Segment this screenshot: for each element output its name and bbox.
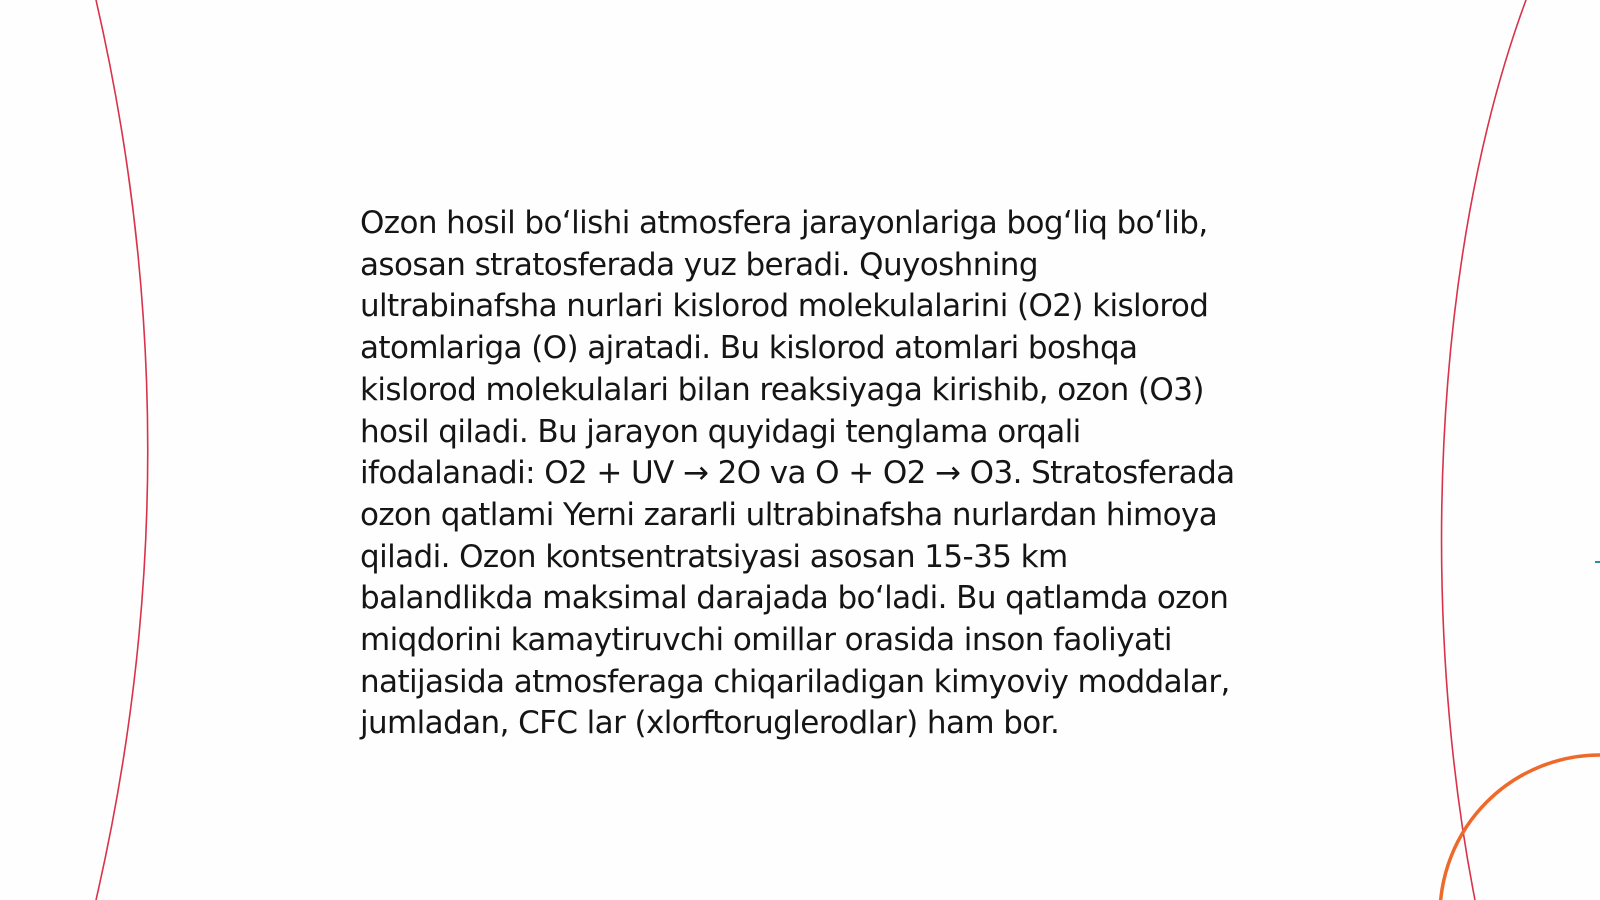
orange-arc [1440,755,1600,900]
left-curve-line [96,0,148,900]
right-curve-line [1442,0,1526,900]
body-paragraph: Ozon hosil bo‘lishi atmosfera jarayonlariga bog‘liq bo‘lib, asosan stratosferada yuz beradi. Quyoshning ultrabinafsha nurlari kislorod molekulalarini (O2) kislorod atomlariga (O) ajratadi. Bu kislorod atomlari boshqa kislorod molekulalari bilan reaksiyaga kirishib, ozon (O3) hosil qiladi. Bu jarayon quyidagi tenglama orqali ifodalanadi: O2 + UV → 2O va O + O2 → O3. Stratosferada ozon qatlami Yerni zararli ultrabinafsha nurlardan himoya qiladi. Ozon kontsentratsiyasi asosan 15-35 km balandlikda maksimal darajada bo‘ladi. Bu qatlamda ozon miqdorini kamaytiruvchi omillar orasida inson faoliyati natijasida atmosferaga chiqariladigan kimyoviy moddalar, jumladan, CFC lar (xlorftoruglerodlar) ham bor. [360,205,1235,742]
